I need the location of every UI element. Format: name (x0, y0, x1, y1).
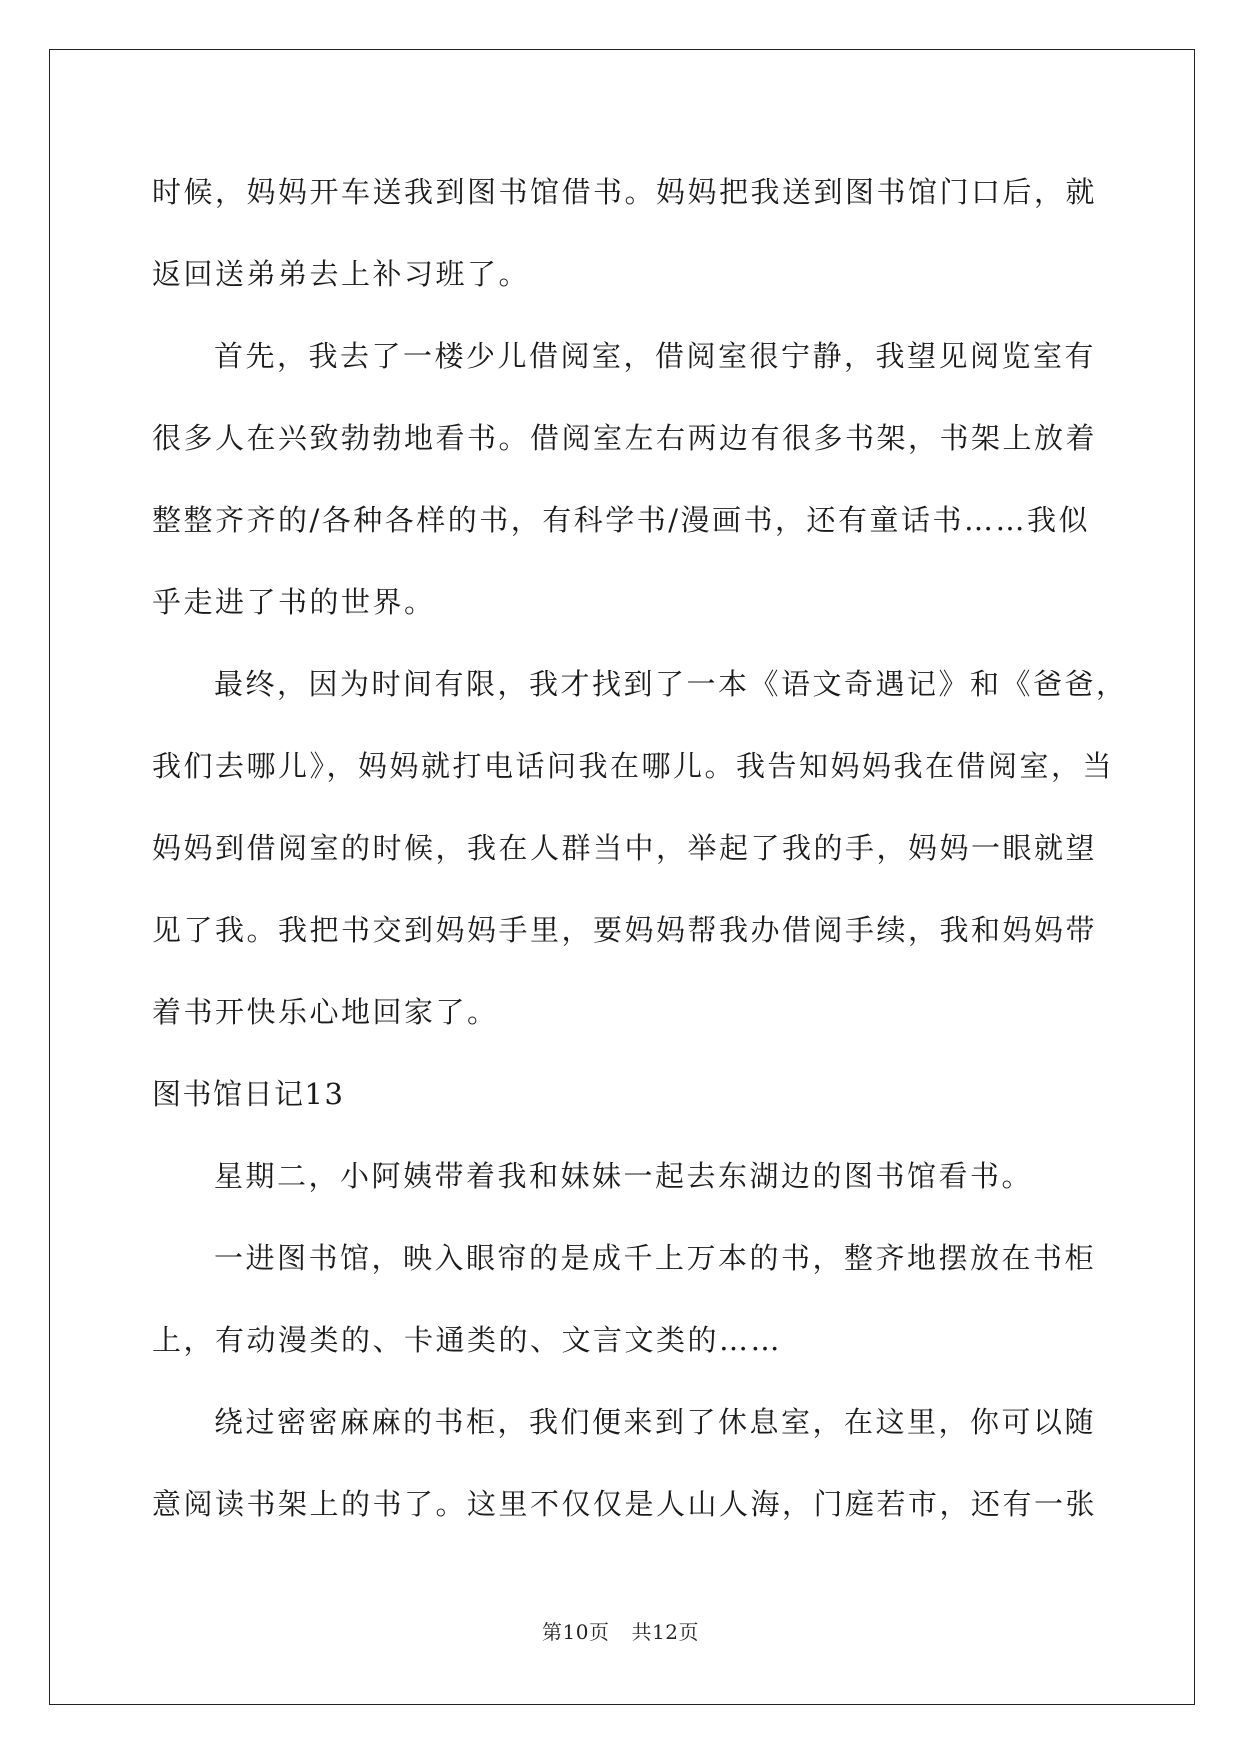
document-body (152, 165, 1128, 1559)
text-line: 我们去哪儿》，妈妈就打电话问我在哪儿。我告知妈妈我在借阅室，当 (152, 749, 1115, 783)
text-line: 返回送弟弟去上补习班了。 (152, 257, 531, 291)
paragraph-start-line: 一进图书馆，映入眼帘的是成千上万本的书，整齐地摆放在书柜 (214, 1241, 1097, 1275)
text-line: 妈妈到借阅室的时候，我在人群当中，举起了我的手，妈妈一眼就望 (152, 831, 1098, 865)
page-footer (0, 1616, 1241, 1645)
text-line: 时候，妈妈开车送我到图书馆借书。妈妈把我送到图书馆门口后，就 (152, 175, 1098, 209)
section-heading: 图书馆日记13 (152, 1077, 345, 1111)
page-number: 第10页 (542, 1620, 610, 1644)
text-line: 见了我。我把书交到妈妈手里，要妈妈帮我办借阅手续，我和妈妈带 (152, 913, 1098, 947)
text-line: 上，有动漫类的、卡通类的、文言文类的…… (152, 1323, 783, 1357)
text-line: 整整齐齐的/各种各样的书，有科学书/漫画书，还有童话书……我似 (152, 503, 1091, 537)
text-line: 意阅读书架上的书了。这里不仅仅是人山人海，门庭若市，还有一张 (152, 1487, 1098, 1521)
paragraph-start-line: 首先，我去了一楼少儿借阅室，借阅室很宁静，我望见阅览室有 (214, 339, 1097, 373)
text-line: 乎走进了书的世界。 (152, 585, 436, 619)
paragraph-start-line: 星期二，小阿姨带着我和妹妹一起去东湖边的图书馆看书。 (214, 1159, 1034, 1193)
text-line: 很多人在兴致勃勃地看书。借阅室左右两边有很多书架，书架上放着 (152, 421, 1098, 455)
paragraph-start-line: 最终，因为时间有限，我才找到了一本《语文奇遇记》和《爸爸， (214, 667, 1128, 701)
paragraph-start-line: 绕过密密麻麻的书柜，我们便来到了休息室，在这里，你可以随 (214, 1405, 1097, 1439)
page-total: 共12页 (631, 1620, 699, 1644)
text-line: 着书开快乐心地回家了。 (152, 995, 499, 1029)
